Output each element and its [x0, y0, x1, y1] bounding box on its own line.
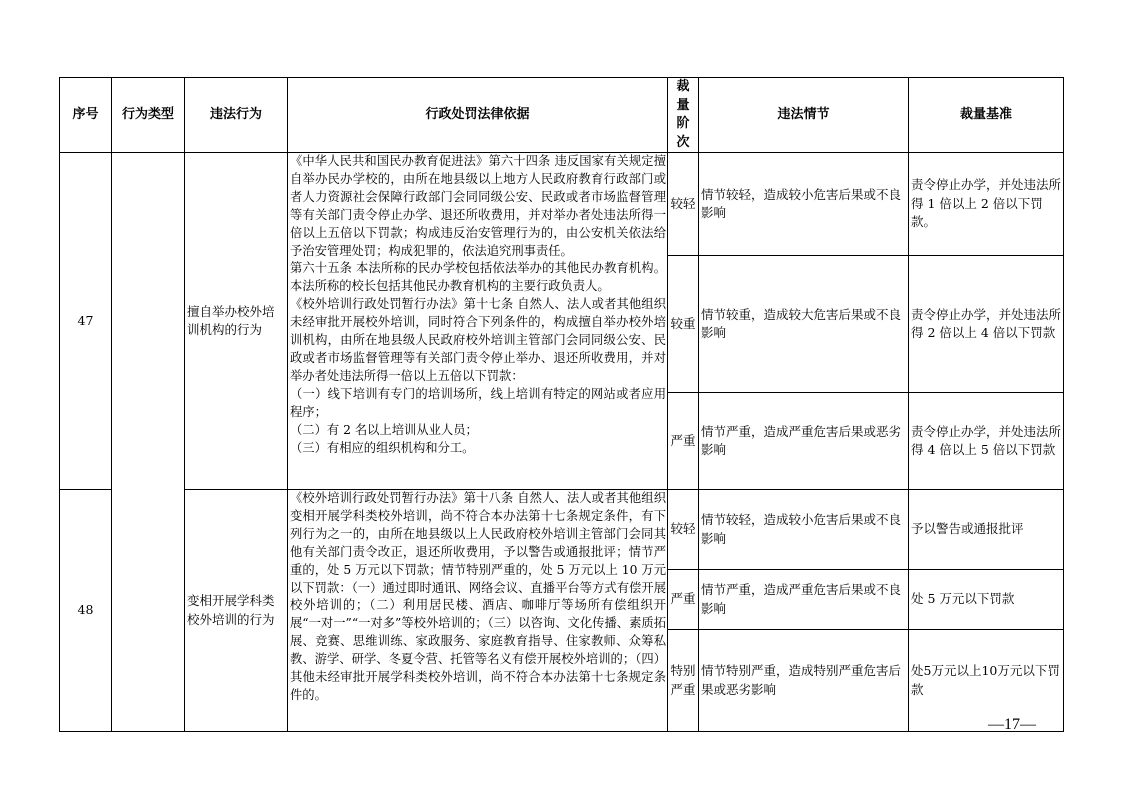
row-law — [288, 153, 668, 490]
table-row — [60, 490, 1064, 570]
circumstance-cell: 情节较重，造成较大危害后果或不良影响 — [699, 256, 909, 393]
circumstance-cell: 情节较轻，造成较小危害后果或不良影响 — [699, 153, 909, 256]
law-paragraph: 《中华人民共和国民办教育促进法》第六十四条 违反国家有关规定擅自举办民办学校的，由所在地县级以上地方人民政府教育行政部门或者人力资源社会保障行政部门会同同级公安、民政或者市场监督管理等有关部门责令停止办学、退还所收费用，并对举办者处违法所得一倍以上五倍以下罚款；构成违反治安管理行为的，由公安机关依法给予治安管理处罚；构成犯罪的，依法追究刑事责任。 — [290, 154, 666, 258]
circumstance-cell: 情节严重，造成严重危害后果或恶劣影响 — [699, 393, 909, 490]
standard-cell: 予以警告或通报批评 — [909, 490, 1064, 570]
level-cell: 特别严重 — [668, 630, 699, 732]
header-behavior: 违法行为 — [185, 78, 288, 153]
table-header-row — [60, 78, 1064, 153]
row-law — [288, 490, 668, 732]
header-id: 序号 — [60, 78, 112, 153]
row-id: 47 — [60, 153, 112, 490]
row-id: 48 — [60, 490, 112, 732]
circumstance-cell: 情节特别严重，造成特别严重危害后果或恶劣影响 — [699, 630, 909, 732]
header-standard: 裁量基准 — [909, 78, 1064, 153]
header-type: 行为类型 — [112, 78, 185, 153]
row-behavior: 擅自举办校外培训机构的行为 — [185, 153, 288, 490]
law-paragraph: （二）有 2 名以上培训从业人员； — [290, 422, 478, 437]
row-behavior: 变相开展学科类校外培训的行为 — [185, 490, 288, 732]
level-cell: 严重 — [668, 570, 699, 630]
header-circumstance: 违法情节 — [699, 78, 909, 153]
row-type — [112, 153, 185, 732]
law-paragraph: （一）线下培训有专门的培训场所，线上培训有特定的网站或者应用程序； — [290, 386, 666, 419]
law-paragraph: （三）有相应的组织机构和分工。 — [290, 440, 475, 455]
circumstance-cell: 情节严重，造成严重危害后果或不良影响 — [699, 570, 909, 630]
table-row — [60, 153, 1064, 256]
header-level: 裁量阶次 — [668, 78, 699, 153]
page-number: —17— — [988, 716, 1036, 733]
law-paragraph: 《校外培训行政处罚暂行办法》第十八条 自然人、法人或者其他组织变相开展学科类校外培训，尚不符合本办法第十七条规定条件，有下列行为之一的，由所在地县级以上人民政府校外培训主管部门会同其他有关部门责令改正，退还所收费用，予以警告或通报批评；情节严重的，处 5 万元以下罚款；情节特别严重的，处 5 万元以上 10 万元以下罚款：（一）通过即时通讯、网络会议、直播平台等方式有偿开展校外培训的；（二）利用居民楼、酒店、咖啡厅等场所有偿组织开展“一对一”“一对多”等校外培训的；（三）以咨询、文化传播、素质拓展、竞赛、思维训练、家政服务、家庭教育指导、住家教师、众筹私教、游学、研学、冬夏令营、托管等名义有偿开展校外培训的；（四）其他未经审批开展学科类校外培训，尚不符合本办法第十七条规定条件的。 — [290, 491, 666, 702]
level-cell: 较轻 — [668, 153, 699, 256]
level-cell: 严重 — [668, 393, 699, 490]
law-paragraph: 第六十五条 本法所称的民办学校包括依法举办的其他民办教育机构。本法所称的校长包括其他民办教育机构的主要行政负责人。 — [290, 261, 666, 294]
level-cell: 较轻 — [668, 490, 699, 570]
standard-cell: 处 5 万元以下罚款 — [909, 570, 1064, 630]
circumstance-cell: 情节较轻，造成较小危害后果或不良影响 — [699, 490, 909, 570]
standard-cell: 责令停止办学，并处违法所得 4 倍以上 5 倍以下罚款 — [909, 393, 1064, 490]
header-law: 行政处罚法律依据 — [288, 78, 668, 153]
standard-cell: 处5万元以上10万元以下罚款 — [909, 630, 1064, 732]
law-paragraph: 《校外培训行政处罚暂行办法》第十七条 自然人、法人或者其他组织未经审批开展校外培训，同时符合下列条件的，构成擅自举办校外培训机构，由所在地县级人民政府校外培训主管部门会同同级公安、民政或者市场监督管理等有关部门责令停止举办、退还所收费用，并对举办者处违法所得一倍以上五倍以下罚款： — [290, 297, 666, 383]
standard-cell: 责令停止办学，并处违法所得 2 倍以上 4 倍以下罚款 — [909, 256, 1064, 393]
level-cell: 较重 — [668, 256, 699, 393]
penalty-table — [59, 77, 1064, 732]
standard-cell: 责令停止办学，并处违法所得 1 倍以上 2 倍以下罚款。 — [909, 153, 1064, 256]
